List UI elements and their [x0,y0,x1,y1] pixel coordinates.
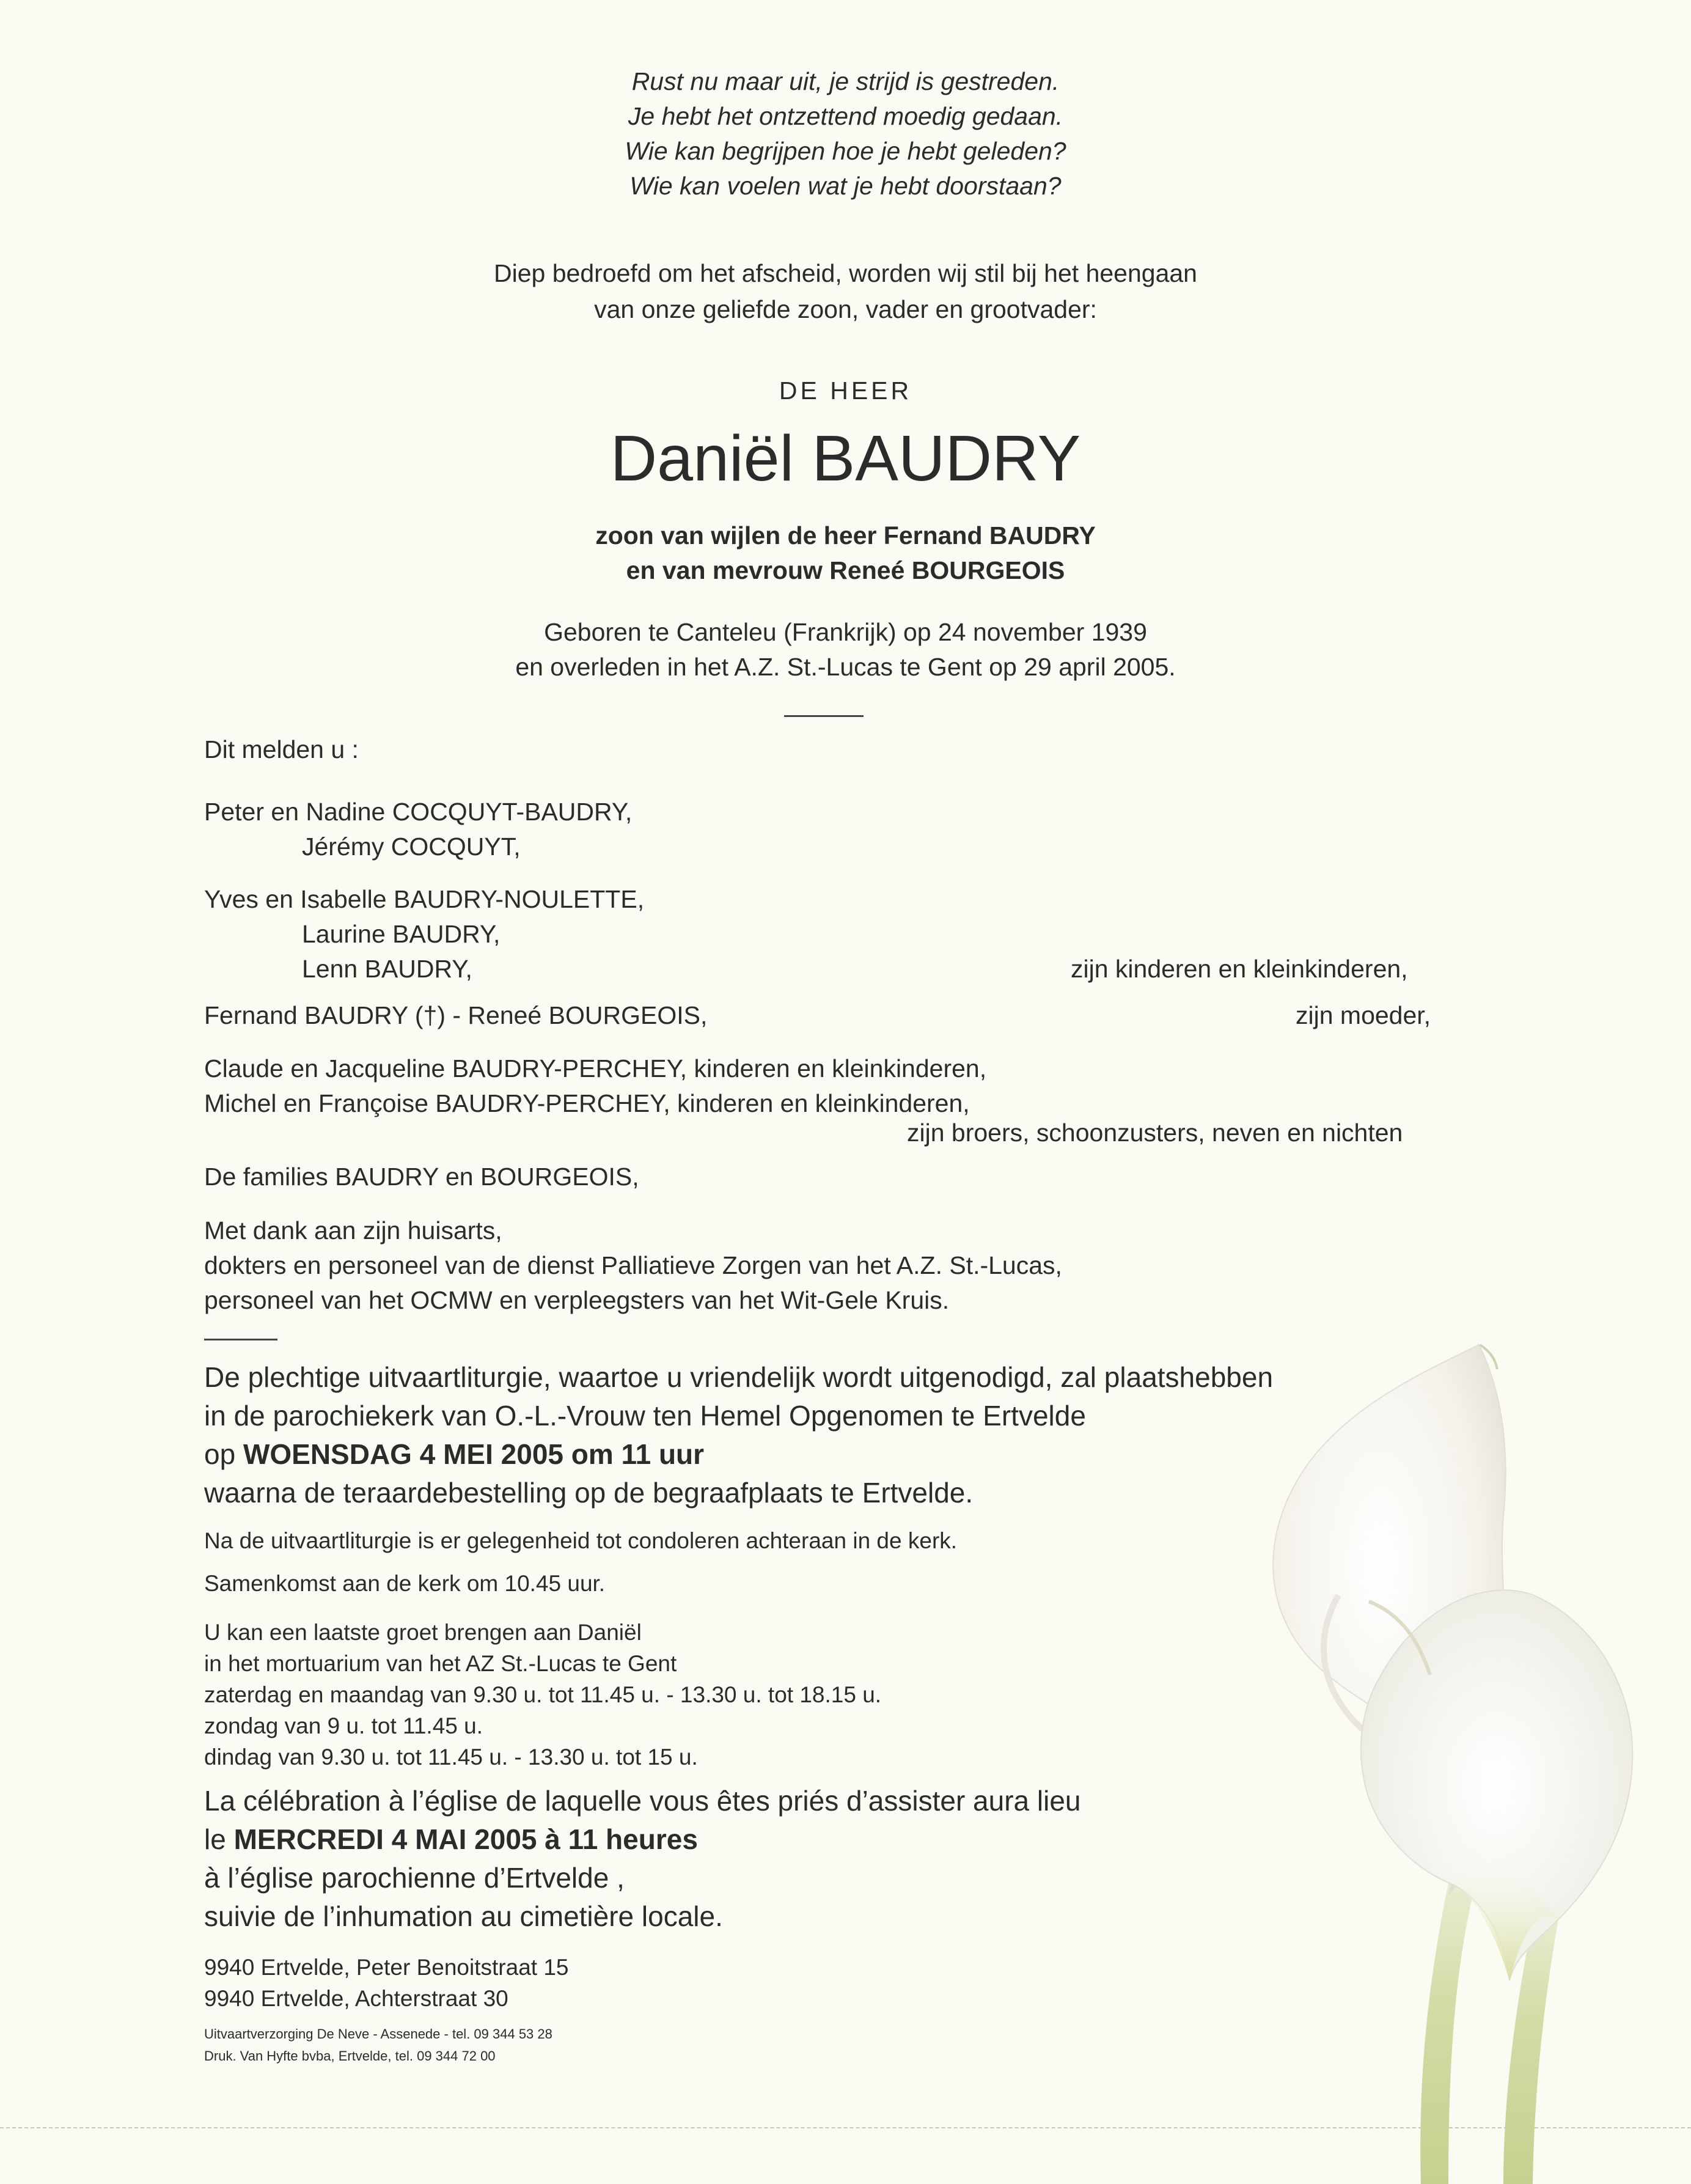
french-le: le [204,1823,234,1855]
french-date: MERCREDI 4 MAI 2005 à 11 heures [233,1823,698,1855]
credit-line: Druk. Van Hyfte bvba, Ertvelde, tel. 09 344 72 00 [204,2048,496,2064]
french-date-line [204,1820,1081,1859]
poem [0,64,1691,204]
intro-line: Diep bedroefd om het afscheid, worden wij stil bij het heengaan [494,259,1197,287]
family-line: Laurine BAUDRY, [302,920,501,948]
address-line: 9940 Ertvelde, Achterstraat 30 [204,1986,508,2011]
visit-text [204,1617,881,1773]
ceremony-date-line [204,1435,1273,1474]
family-group-peter [204,795,632,864]
ceremony-line: in de parochiekerk van O.-L.-Vrouw ten Hemel Opgenomen te Ertvelde [204,1400,1086,1432]
family-line: Lenn BAUDRY, [302,955,472,983]
intro-text [0,256,1691,328]
credits [204,2023,552,2067]
poem-line: Je hebt het ontzettend moedig gedaan. [628,102,1063,130]
ceremony-op: op [204,1438,243,1470]
french-text [204,1782,1081,1936]
parents-line: zoon van wijlen de heer Fernand BAUDRY [595,521,1096,550]
death-line: en overleden in het A.Z. St.-Lucas te Gent op 29 april 2005. [515,653,1176,681]
addresses [204,1952,568,2014]
family-group-yves [204,882,644,987]
visit-line: zaterdag en maandag van 9.30 u. tot 11.45 u. - 13.30 u. tot 18.15 u. [204,1682,882,1707]
family-group-siblings [204,1051,986,1121]
intro-line: van onze geliefde zoon, vader en grootvader: [594,295,1097,323]
visit-line: in het mortuarium van het AZ St.-Lucas te Gent [204,1651,677,1676]
mother-role: zijn moeder, [1296,1001,1431,1029]
birth-death-text [0,615,1691,685]
ceremony-line: waarna de teraardebestelling op de begraafplaats te Ertvelde. [204,1477,974,1509]
family-line: Yves en Isabelle BAUDRY-NOULETTE, [204,885,645,913]
visit-line: zondag van 9 u. tot 11.45 u. [204,1713,483,1738]
announce-label: Dit melden u : [204,735,359,763]
ceremony-line: De plechtige uitvaartliturgie, waartoe u vriendelijk wordt uitgenodigd, zal plaatshebben [204,1361,1274,1393]
poem-line: Wie kan begrijpen hoe je hebt geleden? [625,137,1066,165]
thanks-line: personeel van het OCMW en verpleegsters van het Wit-Gele Kruis. [204,1286,950,1314]
calla-lily-image [1247,1333,1691,2184]
deceased-name: Daniël BAUDRY [610,422,1081,495]
family-line: Jérémy COCQUYT, [302,833,521,861]
family-line: Michel en Françoise BAUDRY-PERCHEY, kinderen en kleinkinderen, [204,1089,970,1117]
left-divider [204,1339,277,1340]
ceremony-date: WOENSDAG 4 MEI 2005 om 11 uur [243,1438,705,1470]
title-label: DE HEER [779,377,912,405]
ceremony-text [204,1358,1273,1512]
address-line: 9940 Ertvelde, Peter Benoitstraat 15 [204,1955,569,1980]
family-line-parents: Fernand BAUDRY (†) - Reneé BOURGEOIS, [204,1001,708,1029]
visit-line: dindag van 9.30 u. tot 11.45 u. - 13.30 u. tot 15 u. [204,1745,698,1770]
meeting-text: Samenkomst aan de kerk om 10.45 uur. [204,1571,606,1596]
thanks-line: Met dank aan zijn huisarts, [204,1216,502,1245]
visit-line: U kan een laatste groet brengen aan Daniël [204,1620,642,1645]
birth-line: Geboren te Canteleu (Frankrijk) op 24 november 1939 [544,618,1147,646]
center-divider [784,715,864,717]
family-line: Peter en Nadine COCQUYT-BAUDRY, [204,798,633,826]
children-role: zijn kinderen en kleinkinderen, [1071,955,1408,983]
french-line: à l’église parochienne d’Ertvelde , [204,1862,625,1894]
thanks-line: dokters en personeel van de dienst Palliatieve Zorgen van het A.Z. St.-Lucas, [204,1251,1062,1279]
french-line: La célébration à l’église de laquelle vous êtes priés d’assister aura lieu [204,1785,1081,1817]
parents-line: en van mevrouw Reneé BOURGEOIS [626,556,1065,584]
poem-line: Rust nu maar uit, je strijd is gestreden. [631,67,1060,95]
parents-text [0,518,1691,588]
family-line: Claude en Jacqueline BAUDRY-PERCHEY, kinderen en kleinkinderen, [204,1054,987,1083]
poem-line: Wie kan voelen wat je hebt doorstaan? [629,172,1062,200]
condolence-text: Na de uitvaartliturgie is er gelegenheid tot condoleren achteraan in de kerk. [204,1528,958,1553]
credit-line: Uitvaartverzorging De Neve - Assenede - tel. 09 344 53 28 [204,2026,552,2042]
families-line: De families BAUDRY en BOURGEOIS, [204,1163,639,1191]
thanks-text [204,1213,1062,1318]
siblings-role: zijn broers, schoonzusters, neven en nichten [907,1119,1403,1147]
french-line: suivie de l’inhumation au cimetière locale. [204,1900,723,1932]
